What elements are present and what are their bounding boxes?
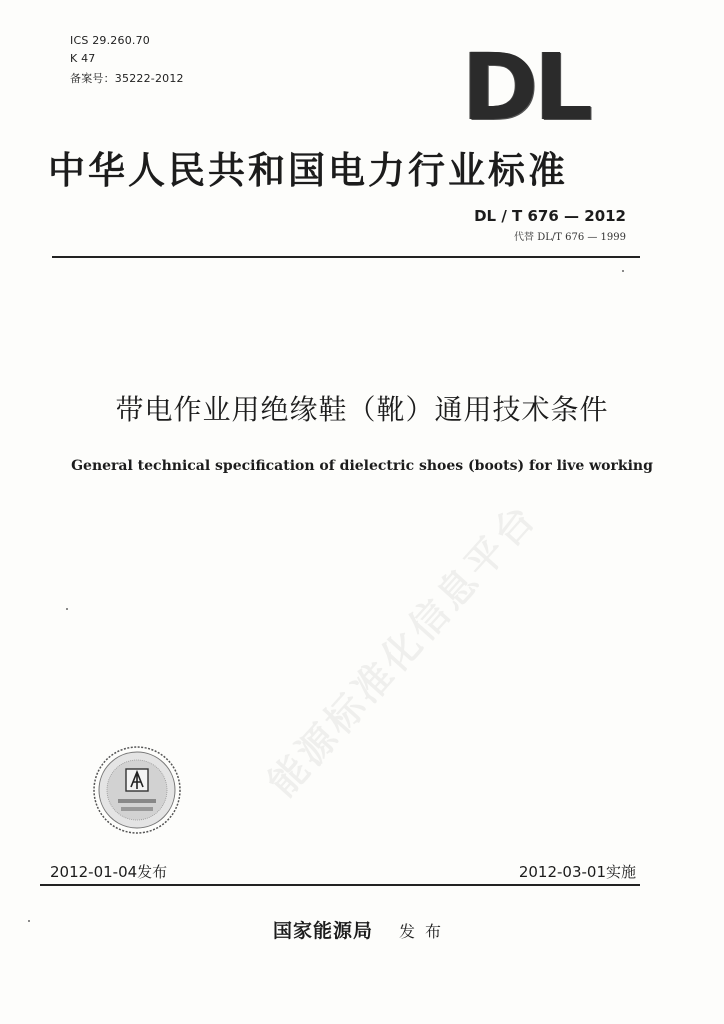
replaces-standard: 代替 DL/T 676 — 1999 [514, 232, 626, 243]
bottom-divider [40, 884, 640, 886]
standard-number: DL / T 676 — 2012 [474, 207, 626, 225]
scan-speck [66, 608, 68, 610]
dl-logo: DL [462, 34, 589, 141]
record-number: 备案号：35222-2012 [70, 72, 184, 85]
classification-code: K 47 [70, 52, 96, 65]
implementation-date: 2012-03-01实施 [518, 863, 636, 881]
official-seal-icon [92, 745, 182, 835]
issuer-name: 国家能源局 [272, 920, 373, 942]
issue-date: 2012-01-04发布 [50, 863, 168, 881]
scan-speck [622, 270, 624, 272]
issuer-action: 发布 [399, 922, 452, 941]
issuer-line [0, 916, 724, 943]
chinese-title: 带电作业用绝缘鞋（靴）通用技术条件 [115, 393, 609, 426]
top-divider [52, 256, 640, 258]
ics-code: ICS 29.260.70 [70, 34, 150, 47]
english-title: General technical specification of dielectric shoes (boots) for live working [71, 458, 653, 474]
watermark-text: 能源标准化信息平台 [259, 494, 546, 806]
masthead-title: 中华人民共和国电力行业标准 [48, 148, 568, 192]
scan-speck [28, 920, 30, 922]
